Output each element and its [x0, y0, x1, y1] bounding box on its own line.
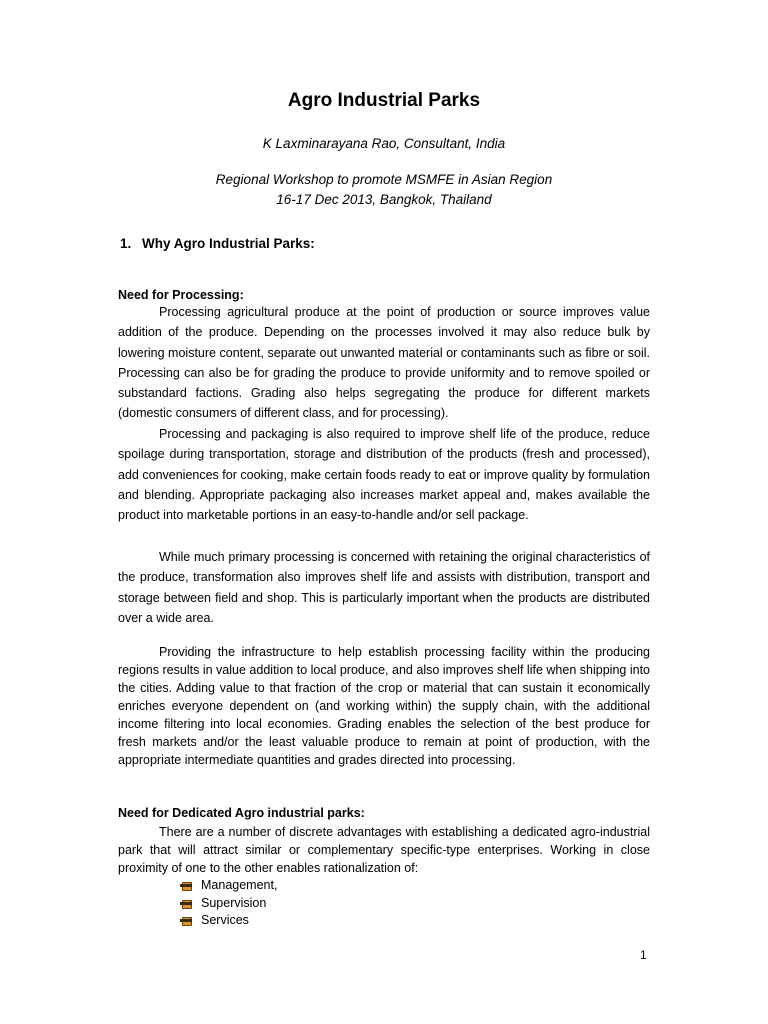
- bullet-icon: [180, 881, 192, 890]
- list-item: [180, 895, 277, 913]
- paragraph-1: Processing agricultural produce at the point of production or source improves value addition of the produce. Depending on the processes involved it may also reduce bulk by lowering moisture content, separate out unwanted material or contaminants such as fibre or soil. Processing can also be for grading the produce to provide uniformity and to remove spoiled or substandard factions. Grading also helps segregating the produce for different markets (domestic consumers of different class, and for processing).: [118, 305, 650, 421]
- paragraph-3: While much primary processing is concerned with retaining the original characteristics of the produce, transformation also improves shelf life and assists with distribution, transport and storage between field and shop. This is particularly important when the products are distributed over a wide area.: [118, 550, 650, 625]
- author-line: K Laxminarayana Rao, Consultant, India: [262, 136, 506, 151]
- bullet-list: [180, 877, 277, 930]
- document-title: Agro Industrial Parks: [287, 90, 481, 111]
- subhead-processing: Need for Processing:: [118, 288, 244, 302]
- section-number: 1.: [120, 236, 132, 251]
- list-item-label: Management,: [201, 878, 278, 892]
- paragraph-2: Processing and packaging is also required to improve shelf life of the produce, reduce spoilage during transportation, storage and distribution of the products (fresh and processed), add conveniences for cooking, make certain foods ready to eat or improve quality by formulation and blending. Appropriate packaging also increases market appeal and, makes available the product into marketable portions in an easy-to-handle and/or sell package.: [118, 427, 650, 523]
- paragraph-5: There are a number of discrete advantages with establishing a dedicated agro-industrial park that will attract similar or complementary specific-type enterprises. Working in close proximity of one to the other enables rationalization of:: [118, 825, 650, 875]
- section-heading: [120, 236, 315, 251]
- section-title: Why Agro Industrial Parks:: [142, 236, 315, 251]
- date-line: 16-17 Dec 2013, Bangkok, Thailand: [276, 192, 492, 207]
- list-item-label: Supervision: [201, 895, 267, 910]
- list-item-label: Services: [201, 913, 249, 927]
- list-item: [180, 912, 277, 930]
- list-item: [180, 877, 277, 895]
- event-line: Regional Workshop to promote MSMFE in Asian Region: [215, 172, 553, 187]
- subhead-dedicated: Need for Dedicated Agro industrial parks:: [118, 806, 365, 820]
- page-number: 1: [640, 948, 647, 962]
- paragraph-4: Providing the infrastructure to help establish processing facility within the producing regions results in value addition to local produce, and also improves shelf life when shipping into the cities. Adding value to that fraction of the crop or material that can sustain it economically enriches everyone dependent on (and working within) the supply chain, with the additional income filtering into local economies. Grading enables the selection of the best produce for fresh markets and/or the least valuable produce to remain at point of production, with the appropriate intermediate quantities and grades directed into processing.: [118, 645, 650, 767]
- bullet-icon: [180, 916, 192, 925]
- bullet-icon: [180, 899, 192, 908]
